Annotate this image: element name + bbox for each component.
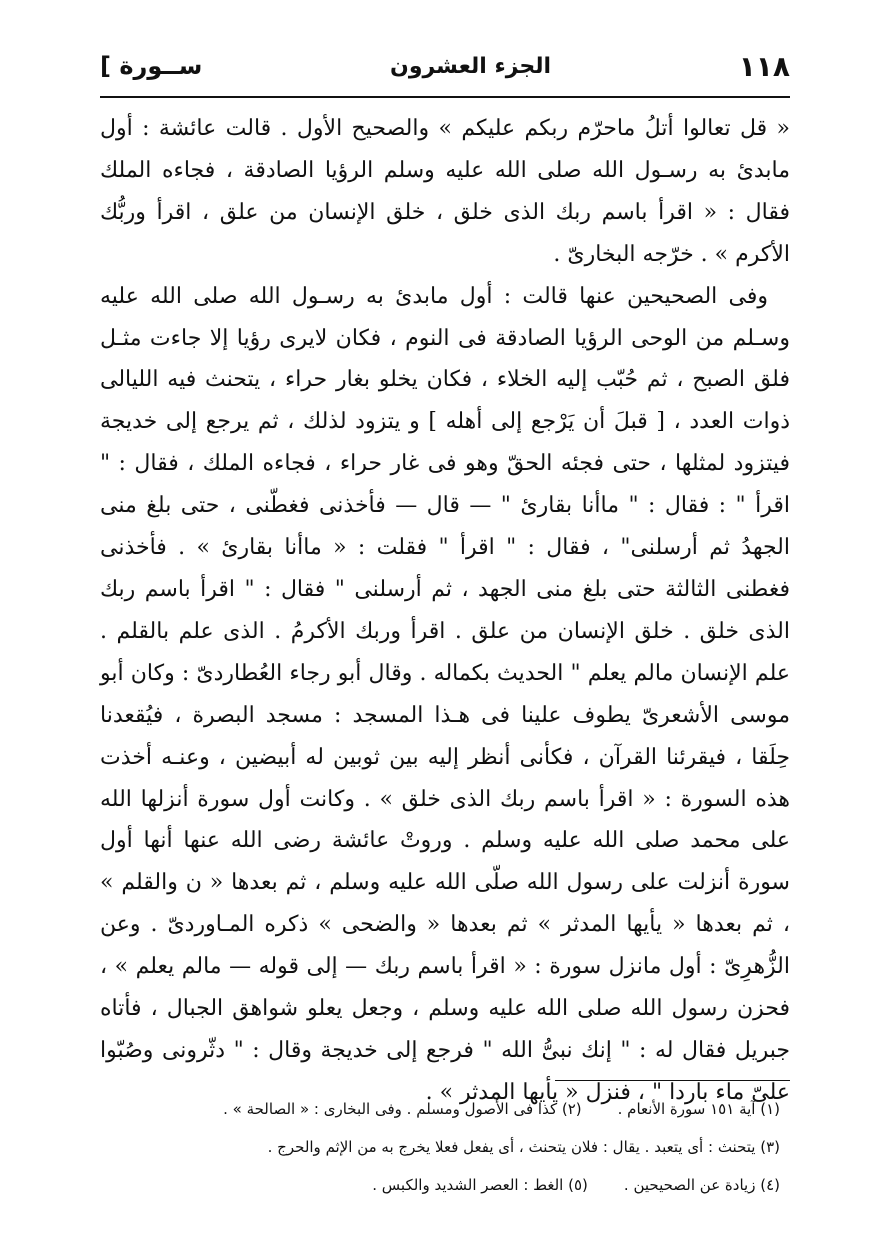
page-number: ١١٨ bbox=[738, 49, 790, 83]
footnote-5: (٥) الغط : العصر الشديد والكبس . bbox=[372, 1176, 588, 1194]
footnote-3: (٣) يتحنث : أى يتعبد . يقال : فلان يتحنث ، أى يفعل فعلا يخرج به من الإثم والحرج . bbox=[267, 1138, 780, 1156]
footnotes bbox=[130, 1090, 780, 1204]
footnote-2: (٢) كذا فى الأصول ومسلم . وفى البخارى : « الصالحة » . bbox=[223, 1100, 582, 1118]
paragraph: وفى الصحيحين عنها قالت : أول مابدئ به رسـول الله صلى الله عليه وسـلم من الوحى الرؤيا الصادقة فى النوم ، فكان لايرى رؤيا إلا جاءت مثـل فلق الصبح ، ثم حُبّب إليه الخلاء ، فكان يخلو بغار حراء ، يتحنث فيه الليالى ذوات العدد ، [ قبلَ أن يَرْجع إلى أهله ] و يتزود لذلك ، ثم يرجع إلى خديجة فيتزود لمثلها ، حتى فجئه الحقّ وهو فى غار حراء ، فجاءه الملك ، فقال : " اقرأ " : فقال : " ماأنا بقارئ " — قال — فأخذنى فغطّنى ، حتى بلغ منى الجهدُ ثم أرسلنى" ، فقال : " اقرأ " فقلت : « ماأنا بقارئ » . فأخذنى فغطنى الثالثة حتى بلغ منى الجهد ، ثم أرسلنى " فقال : " اقرأ باسم ربك الذى خلق . خلق الإنسان من علق . اقرأ وربك الأكرمُ . الذى علم بالقلم . علم الإنسان مالم يعلم " الحديث بكماله . وقال أبو رجاء العُطاردىّ : وكان أبو موسى الأشعرىّ يطوف علينا فى هـذا المسجد : مسجد البصرة ، فيُقعدنا حِلَقا ، فيقرئنا القرآن ، فكأنى أنظر إليه بين ثوبين له أبيضين ، وعنـه أخذت هذه السورة : « اقرأ باسم ربك الذى خلق » . وكانت أول سورة أنزلها الله على محمد صلى الله عليه وسلم . وروتْ عائشة رضى الله عنها أنها أول سورة أنزلت على رسول الله صلّى الله عليه وسلم ، ثم بعدها « ن والقلم » ، ثم بعدها « يأيها المدثر » ثم بعدها « والضحى » ذكره المـاوردىّ . وعن الزُّهرِىّ : أول مانزل سورة : « اقرأ باسم ربك — إلى قوله — مالم يعلم » ، فحزن رسول الله صلى الله عليه وسلم ، وجعل يعلو شواهق الجبال ، فأتاه جبريل فقال له : " إنك نبىُّ الله " فرجع إلى خديجة وقال : " دثّرونى وصُبّوا علىّ ماء باردا " ، فنزل « يأيها المدثر » . bbox=[100, 283, 790, 1105]
footnote-1: (١) آية ١٥١ سورة الأنعام . bbox=[617, 1100, 780, 1118]
footnote-rule bbox=[555, 1080, 790, 1081]
footnote-row bbox=[130, 1090, 780, 1128]
footnote-row bbox=[130, 1128, 780, 1166]
paragraph: « قل تعالوا أتلُ ماحرّم ربكم عليكم » والصحيح الأول . قالت عائشة : أول مابدئ به رسـول الله صلى الله عليه وسلم الرؤيا الصادقة ، فجاءه الملك فقال : « اقرأ باسم ربك الذى خلق ، خلق الإنسان من علق ، اقرأ وربُّك الأكرم » . خرّجه البخارىّ . bbox=[100, 116, 790, 267]
header-rule bbox=[100, 96, 790, 98]
page-header bbox=[100, 38, 790, 94]
main-text bbox=[100, 108, 790, 1114]
footnote-4: (٤) زيادة عن الصحيحين . bbox=[623, 1176, 780, 1194]
part-title: الجزء العشرون bbox=[390, 53, 552, 79]
surah-running-head: [ ســورة bbox=[100, 52, 203, 80]
footnote-row bbox=[130, 1166, 780, 1204]
